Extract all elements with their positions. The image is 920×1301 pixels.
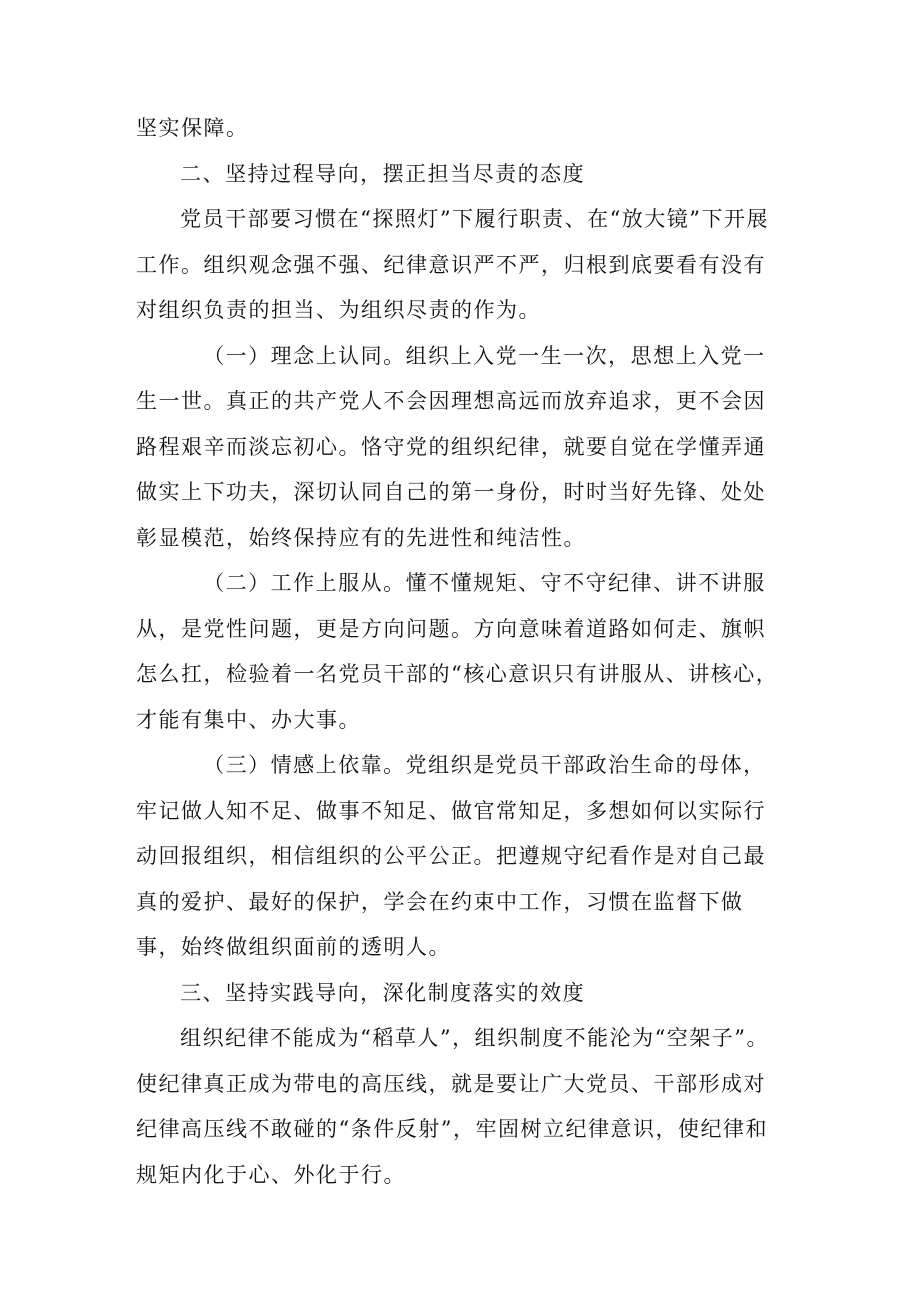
paragraph-intro-2: 党员干部要习惯在“探照灯”下履行职责、在“放大镜”下开展工作。组织观念强不强、纪律意识严不严，归根到底要看有没有对组织负责的担当、为组织尽责的作为。 <box>136 207 770 322</box>
paragraph-continuation: 坚实保障。 <box>136 116 249 140</box>
subsection-1: （一）理念上认同。组织上入党一生一次，思想上入党一生一世。真正的共产党人不会因理想高远而放弃追求，更不会因路程艰辛而淡忘初心。恪守党的组织纪律，就要自觉在学懂弄通做实上下功夫，深切认同自己的第一身份，时时当好先锋、处处彰显模范，始终保持应有的先进性和纯洁性。 <box>136 343 766 550</box>
subsection-2: （二）工作上服从。懂不懂规矩、守不守纪律、讲不讲服从，是党性问题，更是方向问题。方向意味着道路如何走、旗帜怎么扛，检验着一名党员干部的“核心意识只有讲服从、讲核心，才能有集中、办大事。 <box>136 571 779 732</box>
section-heading-2: 二、坚持过程导向，摆正担当尽责的态度 <box>180 161 586 186</box>
paragraph-intro-3: 组织纪律不能成为“稻草人”，组织制度不能沦为“空架子”。使纪律真正成为带电的高压线，就是要让广大党员、干部形成对纪律高压线不敢碰的“条件反射”，牢固树立纪律意识，使纪律和规矩内化于心、外化于行。 <box>136 1026 770 1187</box>
section-heading-3: 三、坚持实践导向，深化制度落实的效度 <box>180 980 586 1005</box>
document-body <box>136 106 786 1198</box>
subsection-3: （三）情感上依靠。党组织是党员干部政治生命的母体，牢记做人知不足、做事不知足、做官常知足，多想如何以实际行动回报组织，相信组织的公平公正。把遵规守纪看作是对自己最真的爱护、最好的保护，学会在约束中工作，习惯在监督下做事，始终做组织面前的透明人。 <box>136 753 766 959</box>
